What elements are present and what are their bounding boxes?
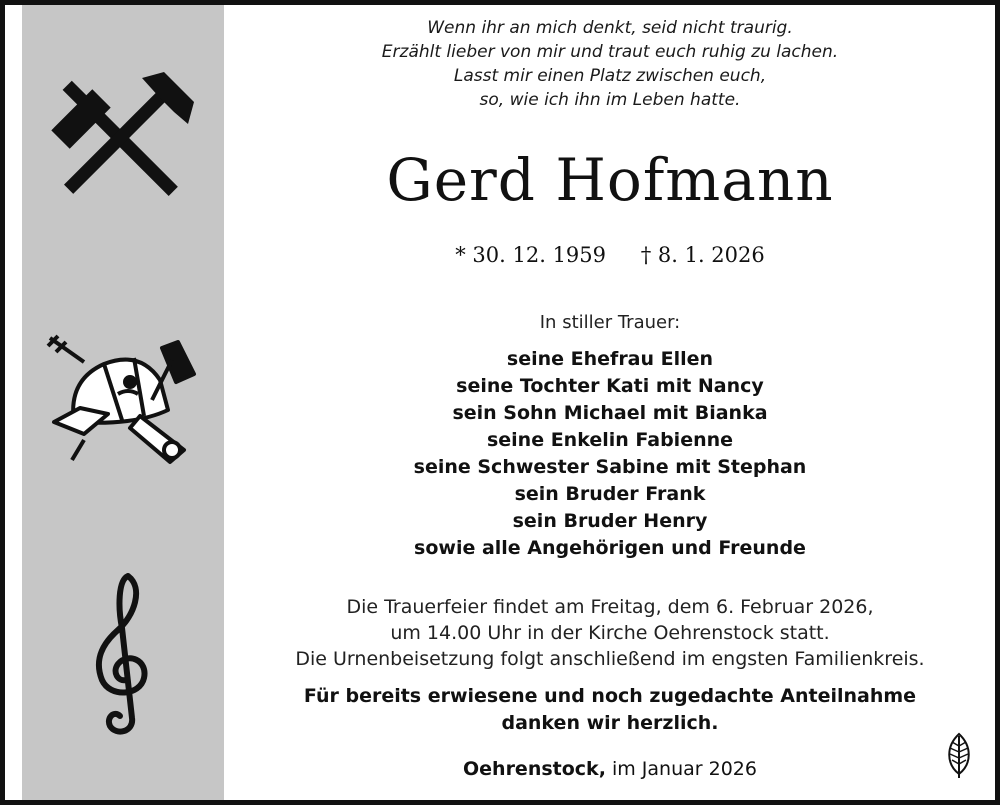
service-info — [224, 594, 996, 672]
obituary-content — [224, 0, 996, 805]
death-date: † 8. 1. 2026 — [640, 243, 765, 267]
family-member: seine Tochter Kati mit Nancy — [456, 375, 764, 397]
service-line: Die Urnenbeisetzung folgt anschließend im engsten Familienkreis. — [295, 648, 925, 670]
family-list — [224, 346, 996, 562]
mourning-label: In stiller Trauer: — [539, 312, 681, 333]
place-month: im Januar 2026 — [611, 758, 757, 780]
thanks-note — [224, 683, 996, 737]
service-line: Die Trauerfeier findet am Freitag, dem 6. Februar 2026, — [346, 596, 874, 618]
poem-line: Lasst mir einen Platz zwischen euch, — [453, 66, 767, 86]
treble-clef-icon — [88, 568, 158, 738]
thanks-line: Für bereits erwiesene und noch zugedachte Anteilnahme — [303, 685, 917, 707]
life-dates — [224, 243, 996, 267]
poem-line: Erzählt lieber von mir und traut euch ruhig zu lachen. — [381, 42, 839, 62]
family-member: seine Ehefrau Ellen — [506, 348, 714, 370]
firefighter-helmet-icon — [44, 330, 202, 470]
poem-line: Wenn ihr an mich denkt, seid nicht traurig. — [427, 18, 793, 38]
poem — [224, 16, 996, 112]
place-town: Oehrenstock, — [463, 758, 606, 780]
hammer-and-pick-icon — [42, 68, 202, 208]
thanks-line: danken wir herzlich. — [501, 712, 719, 734]
deceased-name: Gerd Hofmann — [386, 146, 834, 214]
family-member: seine Schwester Sabine mit Stephan — [413, 456, 807, 478]
family-member: sowie alle Angehörigen und Freunde — [414, 537, 806, 559]
family-member: seine Enkelin Fabienne — [486, 429, 734, 451]
family-member: sein Bruder Henry — [512, 510, 708, 532]
birth-date: * 30. 12. 1959 — [455, 243, 607, 267]
place-date — [224, 758, 996, 780]
family-member: sein Sohn Michael mit Bianka — [452, 402, 768, 424]
family-member: sein Bruder Frank — [514, 483, 706, 505]
service-line: um 14.00 Uhr in der Kirche Oehrenstock statt. — [390, 622, 830, 644]
poem-line: so, wie ich ihn im Leben hatte. — [479, 90, 741, 110]
